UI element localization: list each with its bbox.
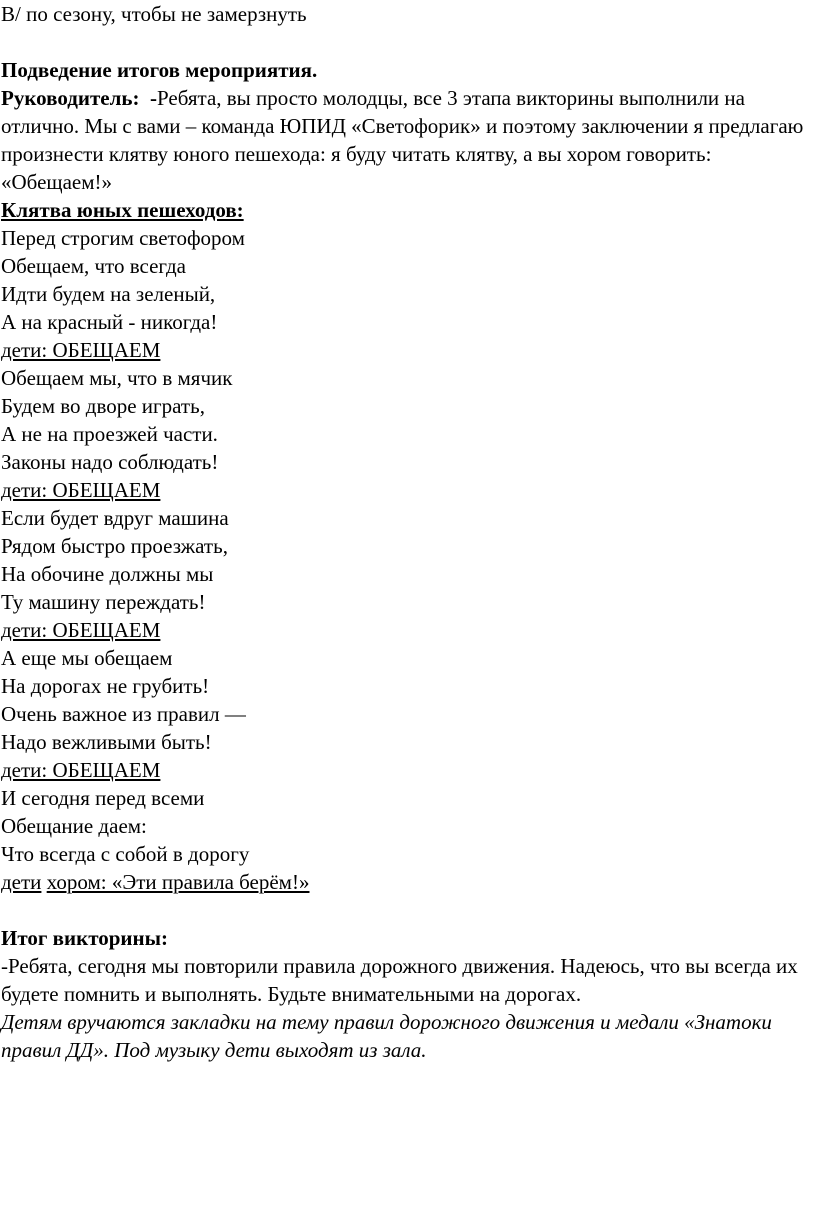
document-page xyxy=(1,0,811,1064)
oath-line: Рядом быстро проезжать, xyxy=(1,534,228,558)
oath-response-text: дети: ОБЕЩАЕМ xyxy=(1,618,161,642)
oath-line: Перед строгим светофором xyxy=(1,226,245,250)
leader-label: Руководитель: xyxy=(1,86,140,110)
oath-line: Обещаем, что всегда xyxy=(1,254,186,278)
summary-heading xyxy=(1,56,811,84)
oath-line: Идти будем на зеленый, xyxy=(1,282,216,306)
leader-paragraph xyxy=(1,84,811,196)
oath-response xyxy=(1,616,811,644)
oath-line: Обещаем мы, что в мячик xyxy=(1,366,233,390)
oath-response-text: дети: ОБЕЩАЕМ xyxy=(1,478,161,502)
leader-dash: - xyxy=(149,86,157,110)
final-children-label: дети xyxy=(1,870,42,894)
oath-line: Ту машину переждать! xyxy=(1,590,206,614)
blank-line xyxy=(1,896,811,924)
oath-response-text: дети: ОБЕЩАЕМ xyxy=(1,338,161,362)
oath-line: А еще мы обещаем xyxy=(1,646,173,670)
oath-line: Что всегда с собой в дорогу xyxy=(1,842,250,866)
oath-line: И сегодня перед всеми xyxy=(1,786,205,810)
oath-heading xyxy=(1,196,811,224)
oath-response xyxy=(1,336,811,364)
result-paragraph: -Ребята, сегодня мы повторили правила дорожного движения. Надеюсь, что вы всегда их будете помнить и выполнять. Будьте внимательными на дорогах. xyxy=(1,954,798,1006)
oath-line: На обочине должны мы xyxy=(1,562,214,586)
blank-line xyxy=(1,28,811,56)
closing-remark xyxy=(1,1008,811,1064)
oath-line: Законы надо соблюдать! xyxy=(1,450,219,474)
oath-response xyxy=(1,756,811,784)
oath-line: А не на проезжей части. xyxy=(1,422,218,446)
result-heading xyxy=(1,924,811,952)
oath-line: Очень важное из правил — xyxy=(1,702,246,726)
oath-line: На дорогах не грубить! xyxy=(1,674,210,698)
intro-line: В/ по сезону, чтобы не замерзнуть xyxy=(1,2,307,26)
oath-line: А на красный - никогда! xyxy=(1,310,218,334)
oath-heading-text: Клятва юных пешеходов: xyxy=(1,198,244,222)
final-chorus-text: хором: «Эти правила берём!» xyxy=(46,870,310,894)
oath-response xyxy=(1,476,811,504)
oath-final-response xyxy=(1,868,811,896)
oath-response-text: дети: ОБЕЩАЕМ xyxy=(1,758,161,782)
result-heading-text: Итог викторины: xyxy=(1,926,169,950)
closing-remark-text: Детям вручаются закладки на тему правил дорожного движения и медали «Знатоки правил ДД». Под музыку дети выходят из зала. xyxy=(1,1010,772,1062)
oath-line: Если будет вдруг машина xyxy=(1,506,229,530)
oath-line: Будем во дворе играть, xyxy=(1,394,205,418)
summary-heading-text: Подведение итогов мероприятия. xyxy=(1,58,318,82)
oath-line: Обещание даем: xyxy=(1,814,147,838)
oath-line: Надо вежливыми быть! xyxy=(1,730,212,754)
leader-text: Ребята, вы просто молодцы, все 3 этапа викторины выполнили на отлично. Мы с вами – команда ЮПИД «Светофорик» и поэтому заключении я предлагаю произнести клятву юного пешехода: я буду читать клятву, а вы хором говорить: «Обещаем!» xyxy=(1,86,804,194)
